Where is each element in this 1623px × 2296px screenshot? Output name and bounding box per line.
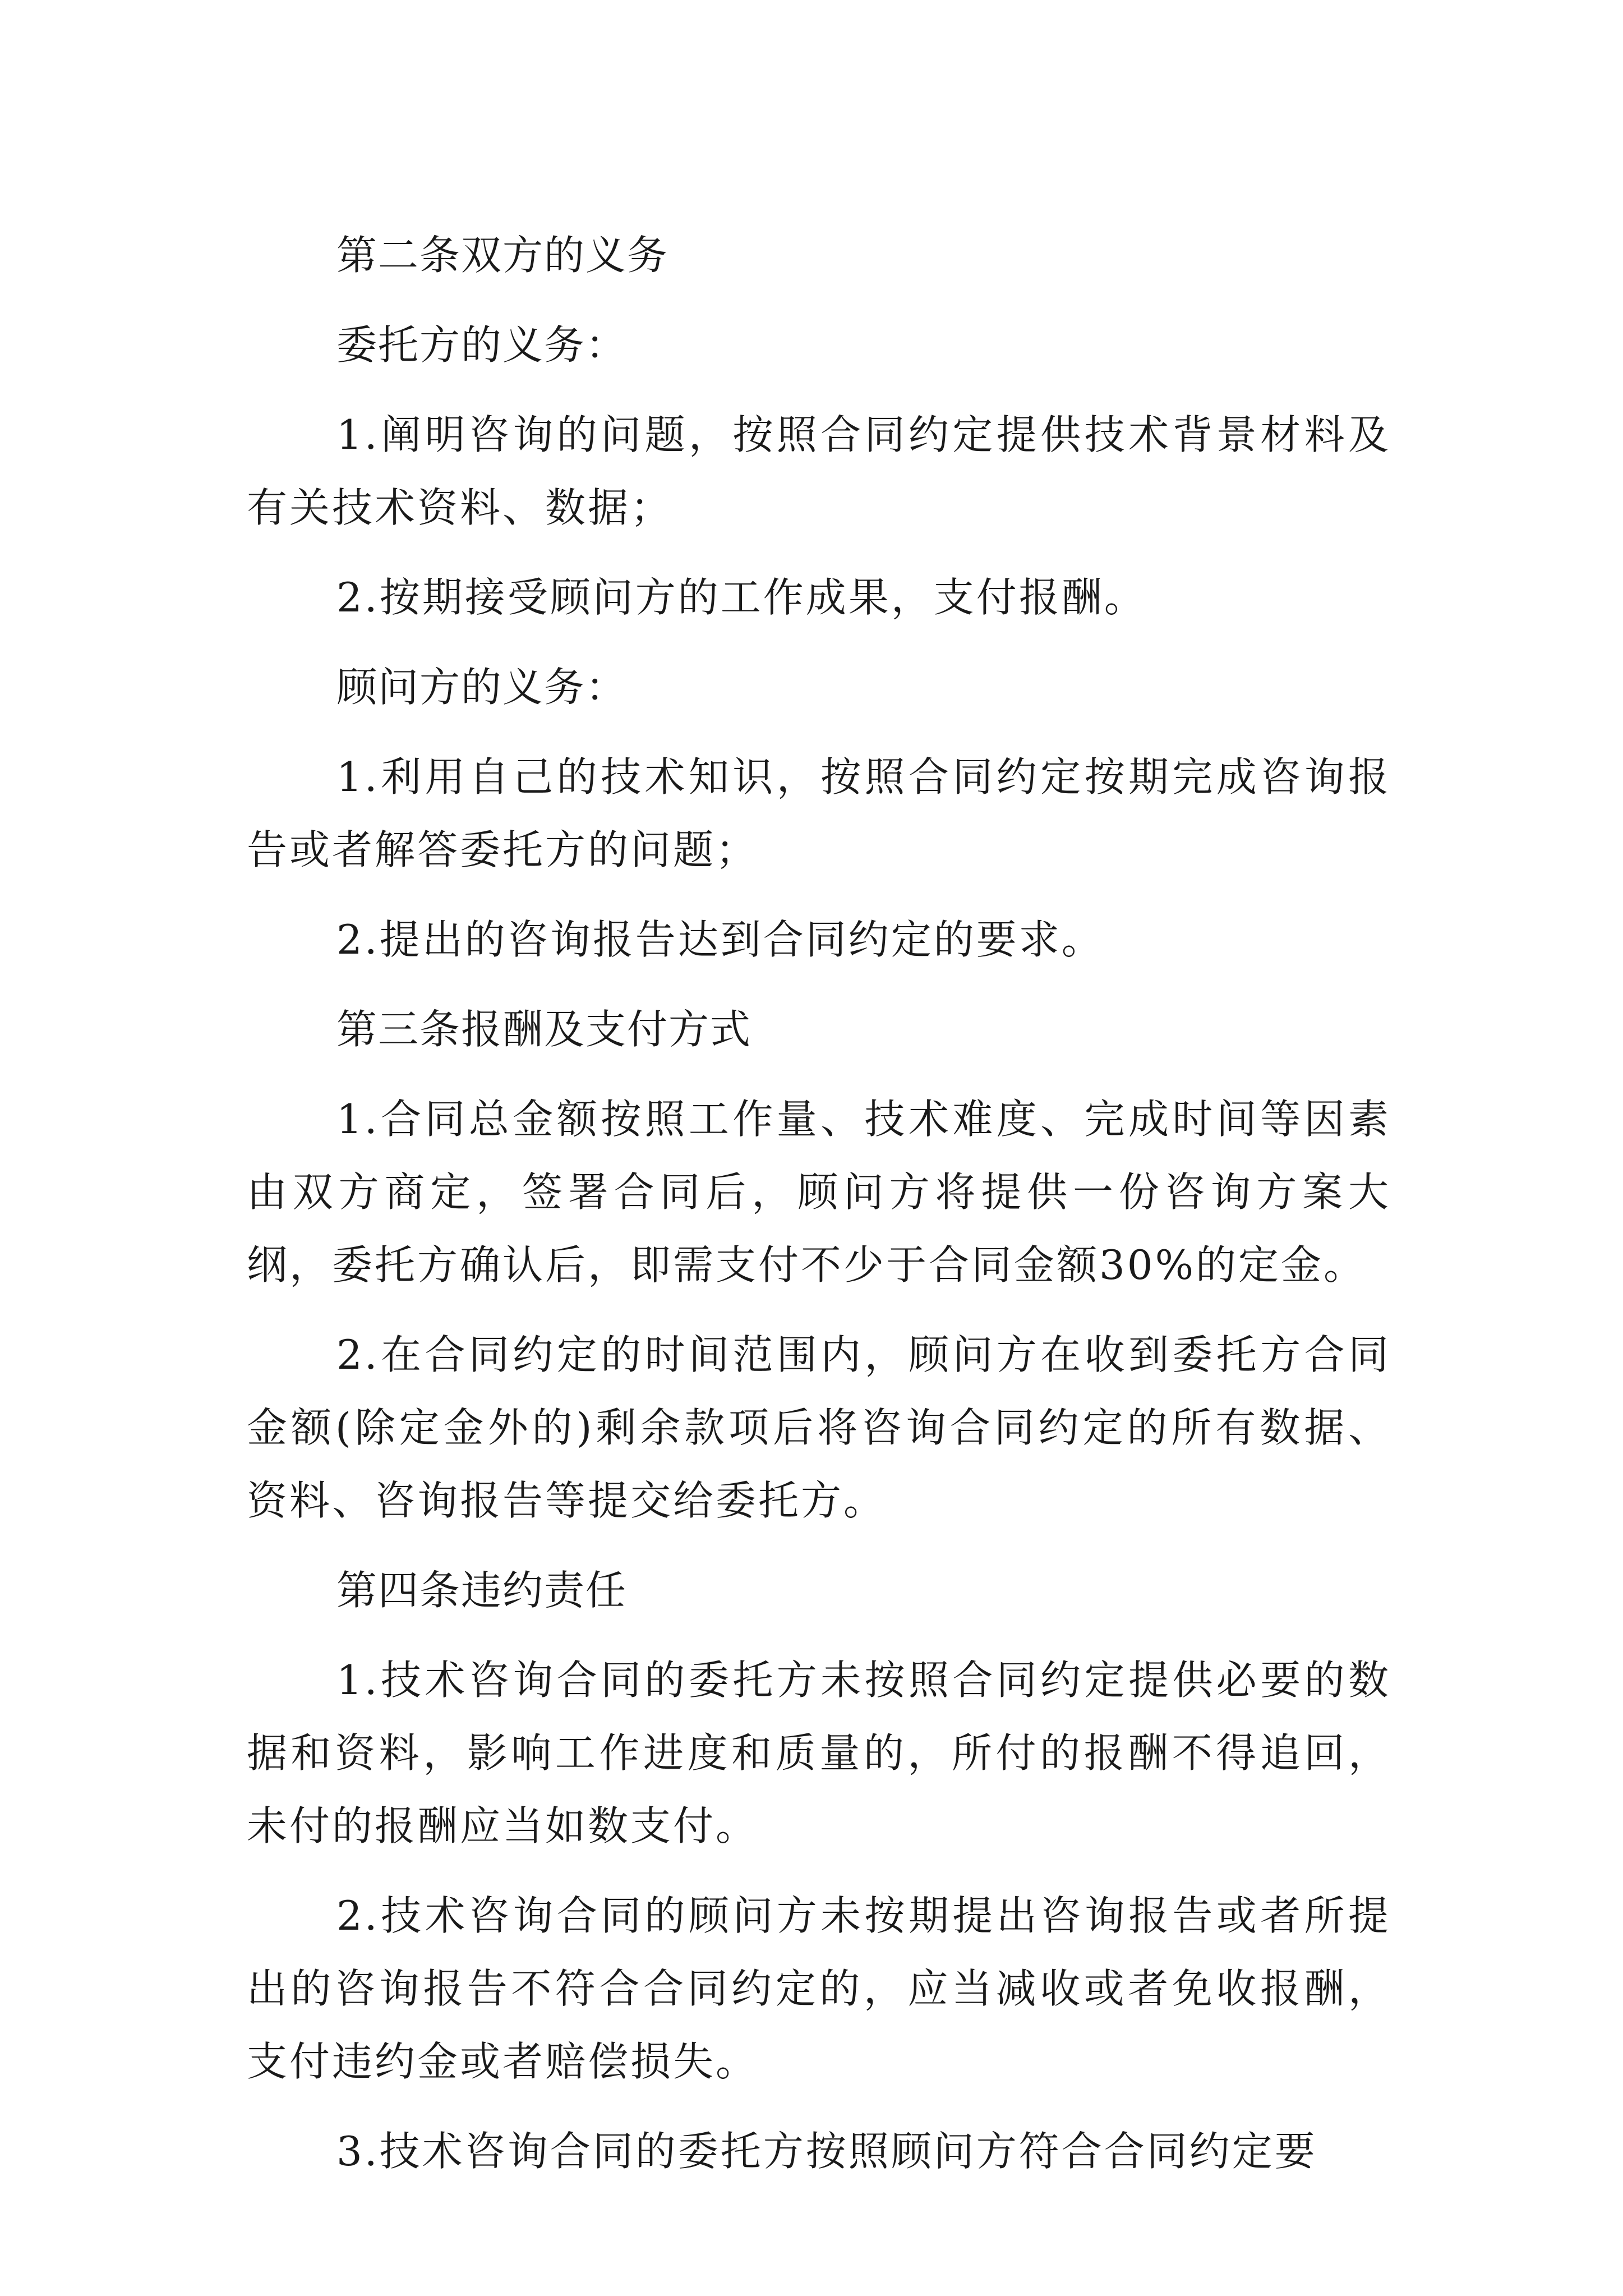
liability-clause-3: 3.技术咨询合同的委托方按照顾问方符合合同约定要 xyxy=(336,2128,1317,2175)
client-obligations-heading: 委托方的义务： xyxy=(336,321,628,369)
document-page xyxy=(247,219,1391,2205)
consultant-obligations-heading: 顾问方的义务： xyxy=(336,664,628,711)
payment-clause-2: 2.在合同约定的时间范围内，顾问方在收到委托方合同金额(除定金外的)剩余款项后将咨询合同约定的所有数据、资料、咨询报告等提交给委托方。 xyxy=(247,1331,1391,1524)
liability-clause-2: 2.技术咨询合同的顾问方未按期提出咨询报告或者所提出的咨询报告不符合合同约定的，应当减收或者免收报酬，支付违约金或者赔偿损失。 xyxy=(247,1892,1391,2085)
consultant-obligation-2: 2.提出的咨询报告达到合同约定的要求。 xyxy=(336,916,1104,963)
payment-clause-1: 1.合同总金额按照工作量、技术难度、完成时间等因素由双方商定，签署合同后，顾问方将提供一份咨询方案大纲，委托方确认后，即需支付不少于合同金额30%的定金。 xyxy=(247,1096,1391,1289)
client-obligation-1: 1.阐明咨询的问题，按照合同约定提供技术背景材料及有关技术资料、数据； xyxy=(247,411,1391,531)
client-obligation-2: 2.按期接受顾问方的工作成果，支付报酬。 xyxy=(336,574,1147,621)
section-heading-payment: 第三条报酬及支付方式 xyxy=(336,1006,752,1053)
section-heading-liability: 第四条违约责任 xyxy=(336,1567,628,1614)
section-heading-obligations: 第二条双方的义务 xyxy=(336,232,669,279)
liability-clause-1: 1.技术咨询合同的委托方未按照合同约定提供必要的数据和资料，影响工作进度和质量的，所付的报酬不得追回，未付的报酬应当如数支付。 xyxy=(247,1657,1391,1849)
consultant-obligation-1: 1.利用自己的技术知识，按照合同约定按期完成咨询报告或者解答委托方的问题； xyxy=(247,753,1391,873)
